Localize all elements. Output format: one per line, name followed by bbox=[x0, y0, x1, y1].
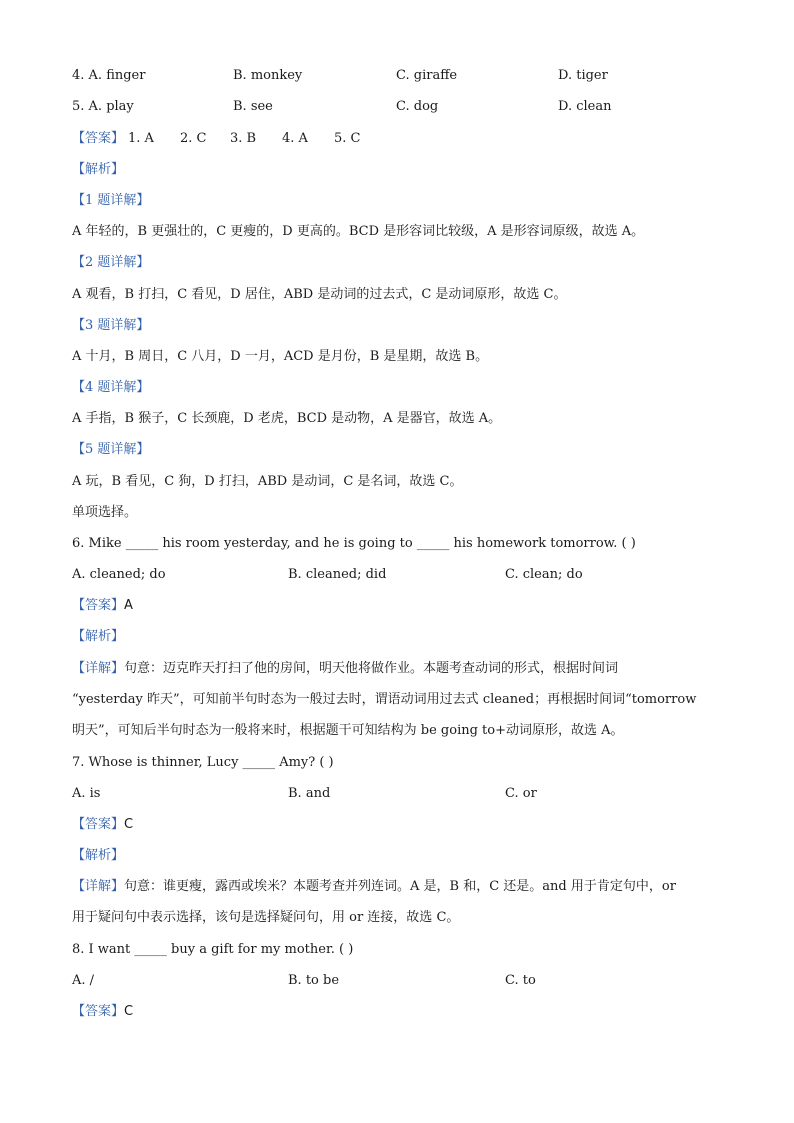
section-title: 单项选择。 bbox=[72, 505, 138, 520]
detail-5-text: A 玩，B 看见，C 狗，D 打扫，ABD 是动词，C 是名词，故选 C。 bbox=[72, 474, 463, 489]
detail-4-heading: 【4 题详解】 bbox=[72, 380, 150, 395]
q6-option-b: B. cleaned; did bbox=[288, 567, 387, 582]
answer-5: 5. C bbox=[334, 131, 361, 146]
q7-answer bbox=[72, 816, 133, 834]
detail-2-text: A 观看，B 打扫，C 看见，D 居住，ABD 是动词的过去式，C 是动词原形，故选 C。 bbox=[72, 287, 567, 302]
q7-option-a: A. is bbox=[72, 786, 101, 801]
q7-detail-text-1: 句意：谁更瘦，露西或埃米？本题考查并列连词。A 是，B 和，C 还是。and 用于肯定句中，or bbox=[124, 879, 676, 894]
detail-1-text: A 年轻的，B 更强壮的，C 更瘦的，D 更高的。BCD 是形容词比较级，A 是形容词原级，故选 A。 bbox=[72, 224, 645, 239]
q6-answer-value: A bbox=[124, 598, 133, 613]
detail-4-text: A 手指，B 猴子，C 长颈鹿，D 老虎，BCD 是动物，A 是器官，故选 A。 bbox=[72, 411, 502, 426]
answer-tag: 【答案】 bbox=[72, 131, 125, 146]
question-7-options bbox=[72, 785, 722, 803]
q7-answer-value: C bbox=[124, 817, 134, 832]
q4-option-b: B. monkey bbox=[233, 68, 303, 83]
q5-option-a: 5. A. play bbox=[72, 99, 134, 114]
q6-answer-tag: 【答案】 bbox=[72, 598, 125, 613]
detail-5-heading: 【5 题详解】 bbox=[72, 442, 150, 457]
q7-detail-line-2: 用于疑问句中表示选择，该句是选择疑问句，用 or 连接，故选 C。 bbox=[72, 910, 460, 925]
answer-2: 2. C bbox=[180, 131, 207, 146]
analysis-heading: 【解析】 bbox=[72, 162, 125, 177]
q6-detail-tag: 【详解】 bbox=[72, 661, 125, 676]
question-4-options bbox=[72, 67, 722, 85]
q7-option-c: C. or bbox=[505, 786, 537, 801]
q8-option-b: B. to be bbox=[288, 973, 340, 988]
q8-answer bbox=[72, 1003, 133, 1021]
answer-3: 3. B bbox=[230, 131, 257, 146]
q6-detail-line-3: 明天”，可知后半句时态为一般将来时，根据题干可知结构为 be going to+动词原形，故选 A。 bbox=[72, 723, 624, 738]
q4-option-c: C. giraffe bbox=[396, 68, 458, 83]
analysis-label: 解析 bbox=[85, 162, 112, 177]
detail-2-heading: 【2 题详解】 bbox=[72, 255, 150, 270]
q8-option-c: C. to bbox=[505, 973, 536, 988]
q7-detail-tag: 【详解】 bbox=[72, 879, 125, 894]
question-8-stem: 8. I want _____ buy a gift for my mother. ( ) bbox=[72, 942, 354, 957]
question-7-stem: 7. Whose is thinner, Lucy _____ Amy? ( ) bbox=[72, 755, 334, 770]
answer-1: 1. A bbox=[128, 131, 154, 146]
q5-option-b: B. see bbox=[233, 99, 273, 114]
q4-option-d: D. tiger bbox=[558, 68, 608, 83]
q5-option-d: D. clean bbox=[558, 99, 612, 114]
answer-4: 4. A bbox=[282, 131, 308, 146]
q8-answer-tag: 【答案】 bbox=[72, 1004, 125, 1019]
q5-option-c: C. dog bbox=[396, 99, 439, 114]
question-8-options bbox=[72, 972, 722, 990]
question-6-options bbox=[72, 566, 722, 584]
analysis-label: 解析 bbox=[85, 848, 112, 863]
q6-option-c: C. clean; do bbox=[505, 567, 583, 582]
q7-detail-line-1 bbox=[72, 878, 676, 896]
analysis-label: 解析 bbox=[85, 629, 112, 644]
q7-answer-tag: 【答案】 bbox=[72, 817, 125, 832]
q6-detail-line-1 bbox=[72, 660, 618, 678]
q6-analysis-heading: 【解析】 bbox=[72, 629, 125, 644]
detail-3-heading: 【3 题详解】 bbox=[72, 318, 150, 333]
question-5-options bbox=[72, 98, 722, 116]
q7-option-b: B. and bbox=[288, 786, 331, 801]
q4-option-a: 4. A. finger bbox=[72, 68, 146, 83]
answers-1-5 bbox=[72, 130, 722, 148]
q6-detail-text-1: 句意：迈克昨天打扫了他的房间，明天他将做作业。本题考查动词的形式，根据时间词 bbox=[124, 661, 619, 676]
detail-3-text: A 十月，B 周日，C 八月，D 一月，ACD 是月份，B 是星期，故选 B。 bbox=[72, 349, 489, 364]
q7-analysis-heading: 【解析】 bbox=[72, 848, 125, 863]
q6-detail-line-2: “yesterday 昨天”，可知前半句时态为一般过去时，谓语动词用过去式 cleaned；再根据时间词“tomorrow bbox=[72, 692, 697, 707]
q6-answer bbox=[72, 597, 133, 615]
q8-option-a: A. / bbox=[72, 973, 95, 988]
q8-answer-value: C bbox=[124, 1004, 134, 1019]
q6-option-a: A. cleaned; do bbox=[72, 567, 166, 582]
question-6-stem: 6. Mike _____ his room yesterday, and he is going to _____ his homework tomorrow. ( ) bbox=[72, 536, 636, 551]
detail-1-heading: 【1 题详解】 bbox=[72, 193, 150, 208]
